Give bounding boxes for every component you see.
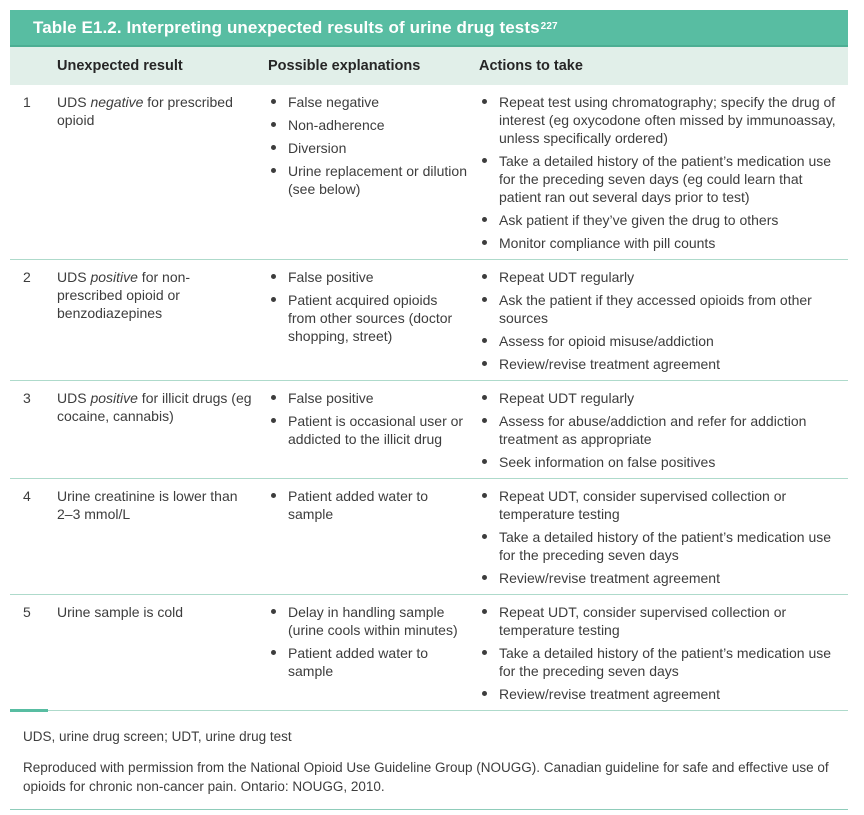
bullet-icon	[271, 609, 276, 614]
bullet-icon	[482, 609, 487, 614]
action-item-text: Repeat test using chromatography; specify the drug of interest (eg oxycodone often missed by immunoassay, unless specifically ordered)	[499, 94, 836, 146]
explanations-list	[268, 487, 479, 523]
action-item	[482, 412, 848, 448]
column-header-unexpected-result: Unexpected result	[57, 58, 183, 74]
unexpected-result-cell: UDS negative for prescribed opioid	[57, 94, 233, 128]
bullet-icon	[482, 459, 487, 464]
unexpected-result-cell: UDS positive for illicit drugs (eg cocaine, cannabis)	[57, 390, 252, 424]
action-item-text: Assess for opioid misuse/addiction	[499, 333, 714, 349]
column-header-row	[10, 47, 848, 85]
action-item	[482, 355, 848, 373]
table-body	[10, 85, 848, 710]
action-item-text: Take a detailed history of the patient’s medication use for the preceding seven days	[499, 529, 832, 563]
action-item	[482, 389, 848, 407]
unexpected-result-cell: UDS positive for non-prescribed opioid or benzodiazepines	[57, 269, 191, 321]
action-item-text: Review/revise treatment agreement	[499, 570, 720, 586]
action-item-text: Ask the patient if they accessed opioids from other sources	[499, 292, 812, 326]
action-item	[482, 685, 848, 703]
table-row	[10, 594, 848, 710]
possible-explanations-cell	[268, 93, 479, 252]
action-item	[482, 487, 848, 523]
explanation-item-text: False negative	[288, 94, 380, 110]
footnote-abbreviations: UDS, urine drug screen; UDT, urine drug test	[23, 729, 292, 744]
bullet-icon	[482, 240, 487, 245]
actions-list	[479, 603, 848, 703]
drug-test-results-table	[10, 10, 848, 810]
action-item	[482, 332, 848, 350]
action-item-text: Assess for abuse/addiction and refer for addiction treatment as appropriate	[499, 413, 807, 447]
bullet-icon	[271, 274, 276, 279]
explanation-item-text: Patient added water to sample	[288, 645, 429, 679]
table-row	[10, 85, 848, 259]
unexpected-result-cell: Urine creatinine is lower than 2–3 mmol/L	[57, 488, 238, 522]
bullet-icon	[482, 361, 487, 366]
action-item-text: Monitor compliance with pill counts	[499, 235, 716, 251]
bullet-icon	[271, 168, 276, 173]
action-item-text: Take a detailed history of the patient’s medication use for the preceding seven days (eg could learn that patient ran out several days prior to test)	[499, 153, 832, 205]
bottom-rule	[10, 809, 848, 810]
bullet-icon	[271, 418, 276, 423]
action-item	[482, 528, 848, 564]
explanation-item	[271, 487, 469, 523]
explanations-list	[268, 389, 479, 448]
bullet-icon	[482, 297, 487, 302]
actions-list	[479, 93, 848, 252]
row-number: 3	[23, 390, 31, 406]
explanation-item-text: False positive	[288, 269, 374, 285]
table-title: Table E1.2. Interpreting unexpected results of urine drug tests	[33, 17, 540, 37]
actions-list	[479, 389, 848, 471]
explanation-item	[271, 139, 469, 157]
action-item-text: Repeat UDT, consider supervised collection or temperature testing	[499, 604, 787, 638]
bullet-icon	[482, 217, 487, 222]
table-row	[10, 259, 848, 380]
action-item-text: Take a detailed history of the patient’s medication use for the preceding seven days	[499, 645, 832, 679]
explanation-item-text: False positive	[288, 390, 374, 406]
explanation-item	[271, 412, 469, 448]
table-row	[10, 380, 848, 478]
action-item	[482, 93, 848, 147]
action-item-text: Repeat UDT regularly	[499, 269, 635, 285]
actions-to-take-cell	[479, 389, 848, 471]
action-item-text: Review/revise treatment agreement	[499, 686, 720, 702]
explanation-item-text: Delay in handling sample (urine cools within minutes)	[288, 604, 458, 638]
column-header-possible-explanations: Possible explanations	[268, 58, 421, 74]
action-item	[482, 453, 848, 471]
bullet-icon	[271, 122, 276, 127]
explanation-item	[271, 389, 469, 407]
explanation-item-text: Non-adherence	[288, 117, 385, 133]
table-end-accent-bar	[10, 709, 48, 712]
possible-explanations-cell	[268, 389, 479, 471]
action-item-text: Repeat UDT, consider supervised collection or temperature testing	[499, 488, 787, 522]
bullet-icon	[482, 575, 487, 580]
row-number: 1	[23, 94, 31, 110]
column-header-actions-to-take: Actions to take	[479, 58, 583, 74]
bullet-icon	[271, 493, 276, 498]
action-item-text: Seek information on false positives	[499, 454, 716, 470]
explanation-item	[271, 162, 469, 198]
bullet-icon	[482, 395, 487, 400]
action-item-text: Repeat UDT regularly	[499, 390, 635, 406]
action-item	[482, 268, 848, 286]
explanation-item-text: Patient is occasional user or addicted to the illicit drug	[288, 413, 464, 447]
bullet-icon	[482, 274, 487, 279]
explanation-item	[271, 116, 469, 134]
actions-list	[479, 268, 848, 373]
explanations-list	[268, 268, 479, 345]
row-number: 5	[23, 604, 31, 620]
explanation-item	[271, 93, 469, 111]
bullet-icon	[482, 99, 487, 104]
table-end-divider	[10, 710, 848, 711]
explanation-item-text: Urine replacement or dilution (see below)	[288, 163, 467, 197]
actions-to-take-cell	[479, 93, 848, 252]
explanation-item-text: Patient acquired opioids from other sources (doctor shopping, street)	[288, 292, 453, 344]
bullet-icon	[482, 691, 487, 696]
footnotes	[10, 711, 848, 796]
row-number: 2	[23, 269, 31, 285]
explanations-list	[268, 93, 479, 198]
bullet-icon	[271, 297, 276, 302]
actions-to-take-cell	[479, 487, 848, 587]
unexpected-result-cell: Urine sample is cold	[57, 604, 184, 620]
table-title-bar: Table E1.2. Interpreting unexpected results of urine drug tests $^{227}$	[10, 10, 848, 47]
bullet-icon	[482, 650, 487, 655]
possible-explanations-cell	[268, 268, 479, 373]
bullet-icon	[482, 534, 487, 539]
action-item	[482, 569, 848, 587]
explanation-item	[271, 268, 469, 286]
action-item	[482, 644, 848, 680]
bullet-icon	[482, 338, 487, 343]
possible-explanations-cell	[268, 603, 479, 703]
bullet-icon	[482, 418, 487, 423]
bullet-icon	[271, 395, 276, 400]
bullet-icon	[482, 158, 487, 163]
row-number: 4	[23, 488, 31, 504]
actions-to-take-cell	[479, 603, 848, 703]
action-item	[482, 603, 848, 639]
action-item	[482, 291, 848, 327]
action-item-text: Review/revise treatment agreement	[499, 356, 720, 372]
action-item	[482, 234, 848, 252]
explanation-item-text: Diversion	[288, 140, 347, 156]
explanation-item	[271, 291, 469, 345]
explanation-item-text: Patient added water to sample	[288, 488, 429, 522]
bullet-icon	[271, 99, 276, 104]
explanations-list	[268, 603, 479, 680]
bullet-icon	[271, 145, 276, 150]
actions-to-take-cell	[479, 268, 848, 373]
bullet-icon	[271, 650, 276, 655]
action-item	[482, 152, 848, 206]
action-item-text: Ask patient if they’ve given the drug to others	[499, 212, 779, 228]
explanation-item	[271, 603, 469, 639]
table-row	[10, 478, 848, 594]
bullet-icon	[482, 493, 487, 498]
footnote-source: Reproduced with permission from the National Opioid Use Guideline Group (NOUGG). Canadian guideline for safe and effective use of opioids for chronic non-cancer pain. Ontario: NOUGG, 2010.	[23, 760, 829, 794]
explanation-item	[271, 644, 469, 680]
actions-list	[479, 487, 848, 587]
possible-explanations-cell	[268, 487, 479, 587]
action-item	[482, 211, 848, 229]
